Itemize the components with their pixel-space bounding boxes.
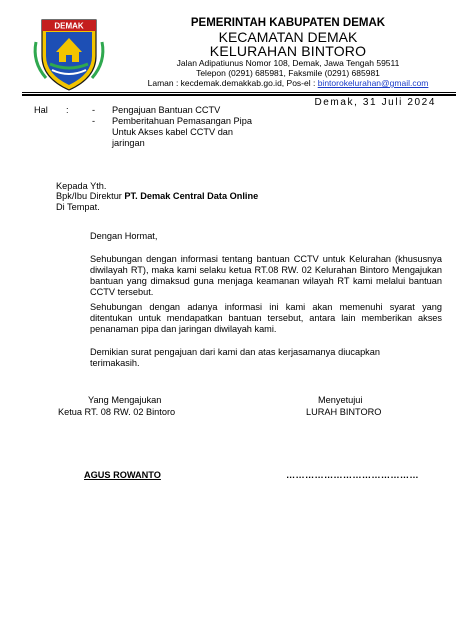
left-signatory-name: AGUS ROWANTO [84, 470, 161, 480]
website-text: Laman : kecdemak.demakkab.go.id, Pos-el : [147, 78, 318, 88]
body-paragraph-3: Demikian surat pengajuan dari kami dan atas kerjasamanya diucapkan terimakasih. [90, 347, 380, 368]
office-contact [110, 78, 466, 88]
recipient-title: Bpk/Ibu Direktur [56, 191, 125, 201]
body-paragraph-1: Sehubungan dengan informasi tentang bantuan CCTV untuk Kelurahan (khususnya diwilayah RT), maka kami selaku ketua RT.08 RW. 02 Kelurahan Bintoro Mengajukan bantuan yang dimaksud guna menjaga keamanan wilayah RT kami melalui bantuan CCTV tersebut. [90, 254, 442, 297]
letterhead-divider [22, 92, 456, 93]
right-signature-role: LURAH BINTORO [306, 407, 382, 417]
letterhead-divider-thick [22, 94, 456, 96]
email-link[interactable]: bintorokelurahan@gmail.com [317, 78, 429, 88]
demak-regency-emblem [28, 12, 110, 92]
government-title: PEMERINTAH KABUPATEN DEMAK [190, 17, 386, 29]
subject-bullet: - [92, 116, 96, 126]
subject-item: Untuk Akses kabel CCTV dan [112, 127, 234, 137]
subject-colon: : [66, 105, 69, 115]
office-address: Jalan Adipatiunus Nomor 108, Demak, Jawa Tengah 59511 [176, 58, 400, 68]
village-title: KELURAHAN BINTORO [209, 43, 367, 59]
recipient-line [56, 191, 258, 202]
office-phone: Telepon (0291) 685981, Faksmile (0291) 685981 [196, 68, 380, 78]
recipient-salutation: Kepada Yth. [56, 181, 107, 191]
subject-label: Hal [34, 105, 48, 115]
recipient-place: Di Tempat. [56, 202, 100, 212]
district-title: KECAMATAN DEMAK [218, 29, 358, 45]
subject-item: jaringan [112, 138, 145, 148]
left-signature-role: Ketua RT. 08 RW. 02 Bintoro [58, 407, 176, 417]
letter-date: Demak, 31 Juli 2024 [314, 97, 436, 108]
subject-item: Pemberitahuan Pemasangan Pipa [112, 116, 252, 126]
subject-bullet: - [92, 105, 96, 115]
subject-item: Pengajuan Bantuan CCTV [112, 105, 221, 115]
emblem-label: DEMAK [54, 21, 84, 31]
right-signatory-blank: …………………………………… [286, 470, 419, 480]
left-signature-title: Yang Mengajukan [88, 395, 162, 405]
recipient-company: PT. Demak Central Data Online [124, 191, 259, 201]
body-paragraph-2: Sehubungan dengan adanya informasi ini kami akan memenuhi syarat yang ditentukan untuk mendapatkan bantuan tersebut, antara lain memberikan akses penanaman pipa dan jaringan diwilayah kami. [90, 302, 442, 334]
right-signature-title: Menyetujui [318, 395, 363, 405]
greeting: Dengan Hormat, [90, 231, 158, 241]
